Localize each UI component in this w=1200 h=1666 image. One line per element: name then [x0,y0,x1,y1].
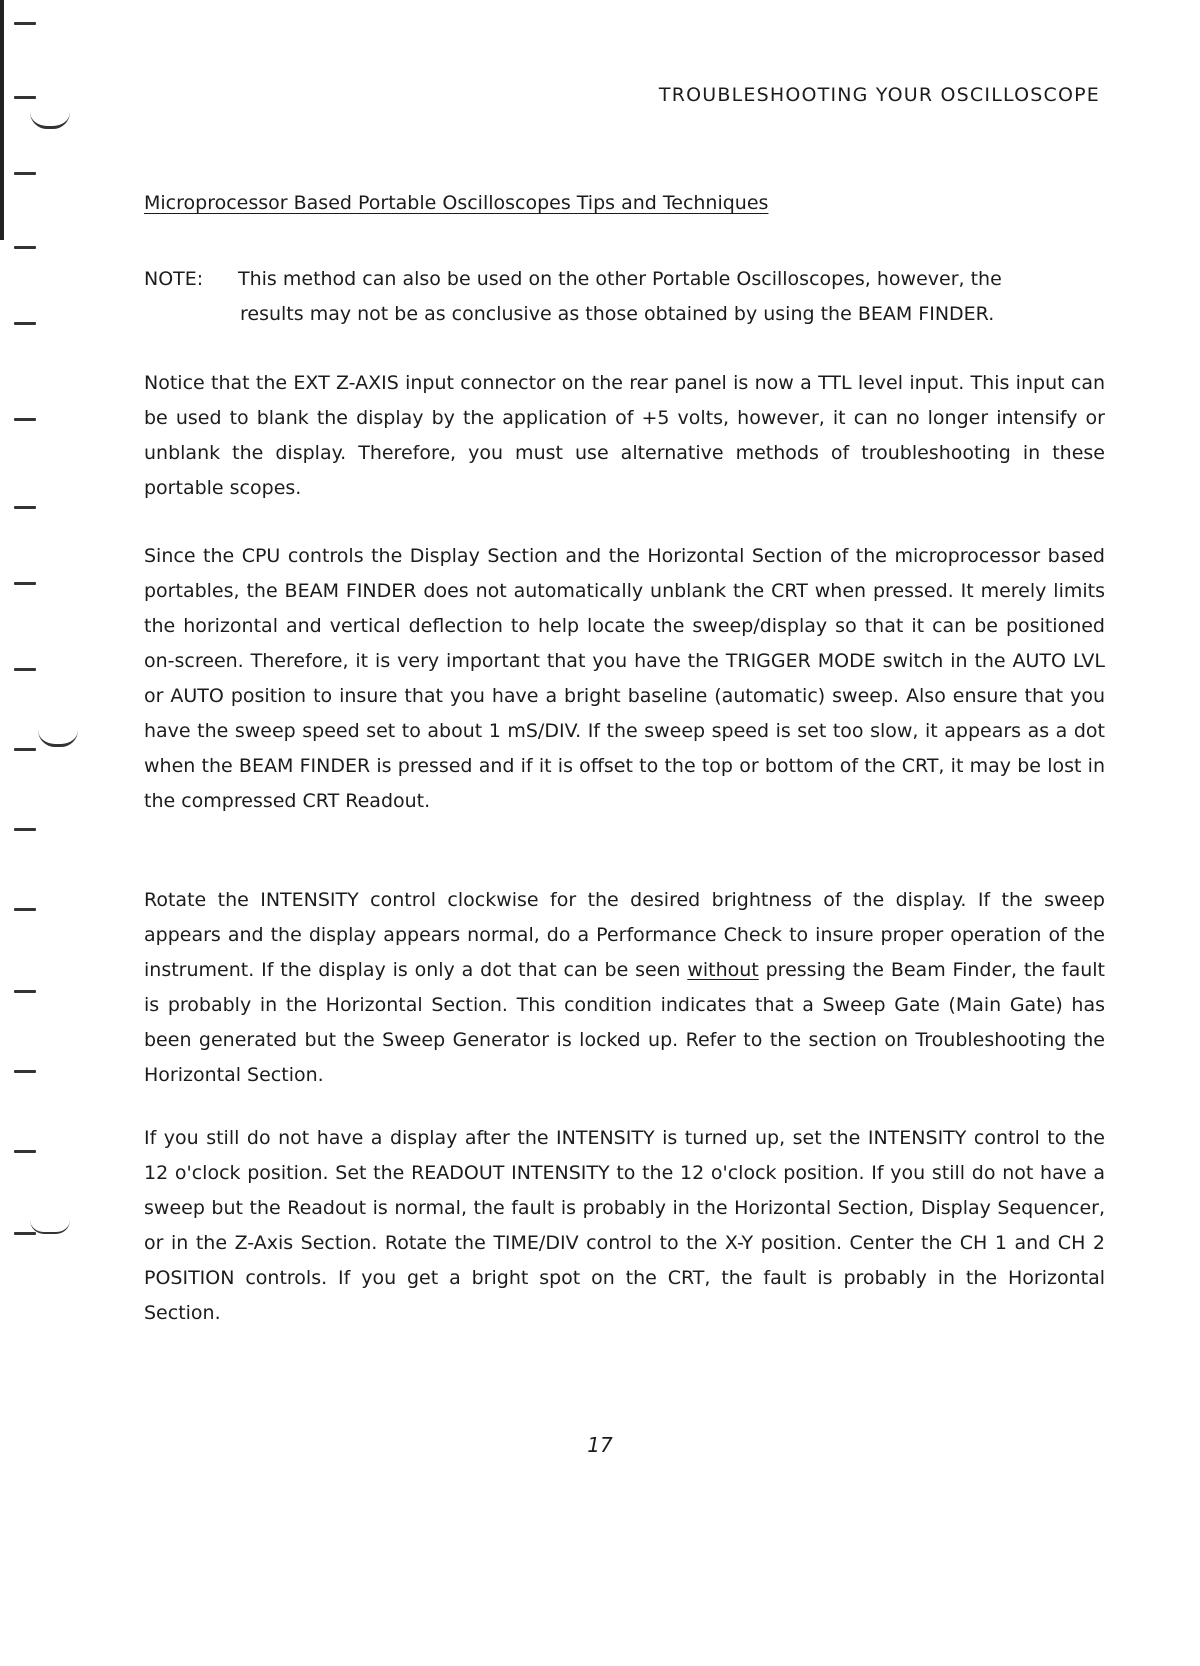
running-header: TROUBLESHOOTING YOUR OSCILLOSCOPE [658,84,1100,106]
paragraph-no-display: If you still do not have a display after the INTENSITY is turned up, set the INTENSITY control to the 12 o'clock position. Set the READOUT INTENSITY to the 12 o'clock position. If you still do not have a sweep but the Readout is normal, the fault is probably in the Horizontal Section, Display Sequencer, or in the Z-Axis Section. Rotate the TIME/DIV control to the X-Y position. Center the CH 1 and CH 2 POSITION controls. If you get a bright spot on the CRT, the fault is probably in the Horizontal Section. [144,1127,1105,1324]
note-body [238,262,1104,332]
paragraph-beam-finder: Since the CPU controls the Display Section and the Horizontal Section of the microprocessor based portables, the BEAM FINDER does not automatically unblank the CRT when pressed. It merely limits the horizontal and vertical deflection to help locate the sweep/display so that it can be positioned on-screen. Therefore, it is very important that you have the TRIGGER MODE switch in the AUTO LVL or AUTO position to insure that you have a bright baseline (automatic) sweep. Also ensure that you have the sweep speed set to about 1 mS/DIV. If the sweep speed is set too slow, it appears as a dot when the BEAM FINDER is pressed and if it is offset to the top or bottom of the CRT, it may be lost in the compressed CRT Readout. [144,545,1105,812]
note-label: NOTE: [144,268,204,290]
emphasized-word: without [687,959,759,981]
paragraph-text: Rotate the INTENSITY control clockwise for the desired brightness of the display. If the sweep appears and the display appears normal, do a Performance Check to insure proper operation of the instrument. If the display is only a dot that can be seen [144,889,1105,981]
paragraph-text: pressing the Beam Finder, the fault is probably in the Horizontal Section. This condition indicates that a Sweep Gate (Main Gate) has been generated but the Sweep Generator is locked up. Refer to the section on Troubleshooting the Horizontal Section. [144,959,1105,1086]
note-line: This method can also be used on the other Portable Oscilloscopes, however, the [238,268,1002,290]
note-block [144,262,1104,332]
page-number: 17 [587,1433,613,1457]
paragraph-intensity-control [144,883,1105,1093]
note-line: results may not be as conclusive as those obtained by using the BEAM FINDER. [240,303,995,325]
section-title: Microprocessor Based Portable Oscilloscopes Tips and Techniques [144,192,769,214]
paragraph-ext-z-axis: Notice that the EXT Z-AXIS input connector on the rear panel is now a TTL level input. This input can be used to blank the display by the application of +5 volts, however, it can no longer intensify or unblank the display. Therefore, you must use alternative methods of troubleshooting in these portable scopes. [144,372,1105,499]
